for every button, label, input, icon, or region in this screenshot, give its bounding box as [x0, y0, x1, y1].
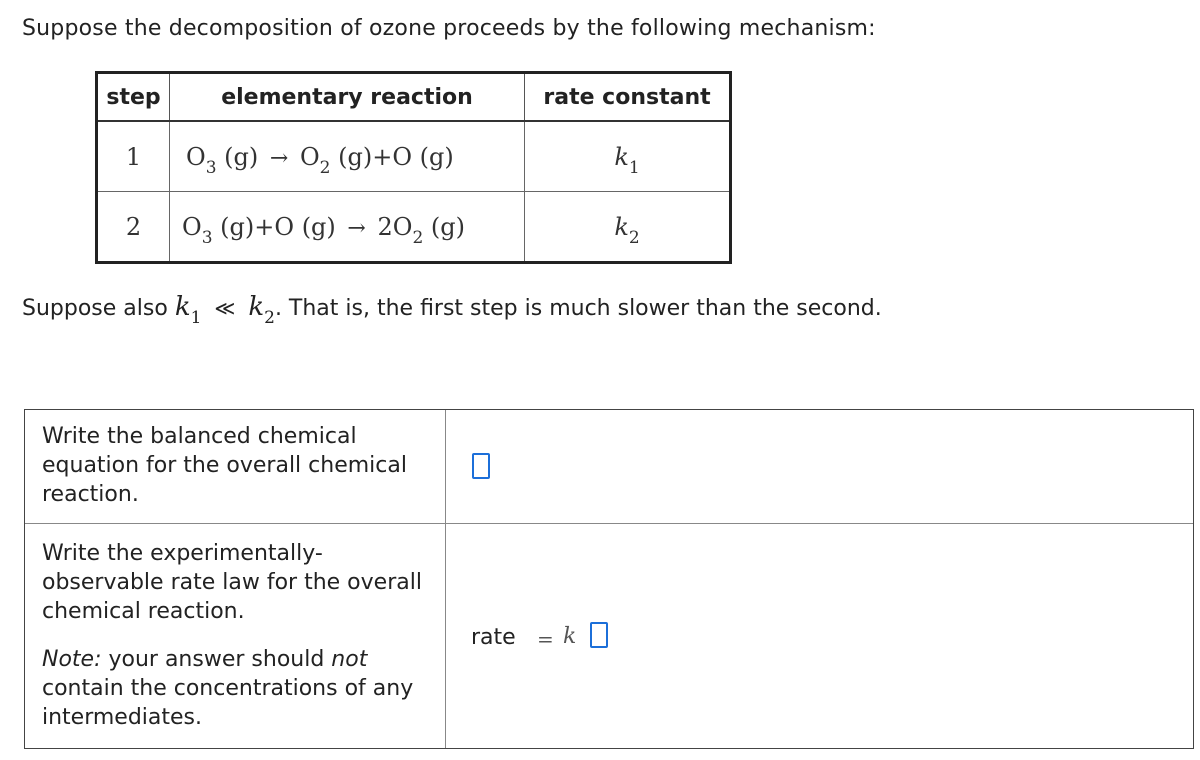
subscript: 2	[319, 157, 331, 178]
k1-symbol: k	[174, 292, 191, 322]
phase-label: (g)	[419, 142, 454, 171]
species-o: O	[274, 212, 295, 241]
species-o: O	[392, 142, 413, 171]
subscript: 2	[412, 227, 424, 248]
subscript: 1	[190, 308, 202, 328]
overall-equation-answer-box[interactable]	[472, 453, 490, 479]
k-symbol: k	[614, 212, 629, 241]
plus-sign: +	[372, 142, 393, 171]
reaction-arrow-icon: →	[269, 145, 289, 171]
assumption-suffix: . That is, the first step is much slower than the second.	[274, 296, 882, 321]
plus-sign: +	[254, 212, 275, 241]
reaction-arrow-icon: →	[347, 215, 366, 241]
rate-constant-2	[525, 192, 731, 263]
species-2o2: 2O	[377, 212, 413, 241]
species-o3: O	[182, 212, 202, 241]
subscript: 2	[628, 227, 640, 248]
subscript: 2	[264, 308, 275, 328]
mechanism-table	[95, 71, 732, 264]
header-reaction: elementary reaction	[170, 73, 525, 122]
species-o3: O	[186, 142, 206, 171]
question-row-2	[25, 523, 1193, 749]
note-label: Note:	[42, 647, 102, 672]
k-symbol: k	[614, 142, 629, 171]
equals-sign: =	[537, 627, 554, 651]
note-emphasis: not	[331, 647, 368, 672]
species-o2: O	[299, 142, 320, 171]
phase-label: (g)	[224, 142, 259, 171]
phase-label: (g)	[338, 142, 373, 171]
assumption-text	[22, 292, 882, 328]
rate-constant-1	[525, 121, 731, 192]
question-2-note	[42, 645, 422, 732]
intro-text: Suppose the decomposition of ozone proceeds by the following mechanism:	[22, 16, 876, 41]
question-2-label: Write the experimentally-observable rate law for the overall chemical reaction.	[42, 541, 422, 624]
assumption-prefix: Suppose also	[22, 296, 168, 321]
header-rate-constant: rate constant	[525, 73, 731, 122]
phase-label: (g)	[430, 212, 466, 241]
subscript: 3	[205, 157, 217, 178]
subscript: 1	[628, 157, 640, 178]
question-table	[24, 409, 1194, 749]
subscript: 3	[201, 227, 213, 248]
mechanism-row-2	[97, 192, 731, 263]
question-row-1	[25, 410, 1193, 524]
rate-constant-k: k	[563, 624, 577, 649]
rate-label: rate	[471, 625, 516, 650]
header-step: step	[97, 73, 170, 122]
phase-label: (g)	[301, 212, 336, 241]
phase-label: (g)	[220, 212, 255, 241]
question-1-label: Write the balanced chemical equation for the overall chemical reaction.	[42, 424, 407, 507]
note-text: your answer should	[101, 647, 332, 672]
k2-symbol: k	[248, 292, 265, 322]
reaction-step-2	[170, 192, 525, 263]
rate-law-answer-box[interactable]	[590, 622, 608, 648]
reaction-step-1	[170, 121, 525, 192]
note-text-end: contain the concentrations of any intermediates.	[42, 676, 414, 730]
much-less-than-symbol: ≪	[214, 296, 236, 320]
step-number: 2	[97, 192, 170, 263]
mechanism-header-row	[97, 73, 731, 122]
mechanism-row-1	[97, 121, 731, 192]
step-number: 1	[97, 121, 170, 192]
